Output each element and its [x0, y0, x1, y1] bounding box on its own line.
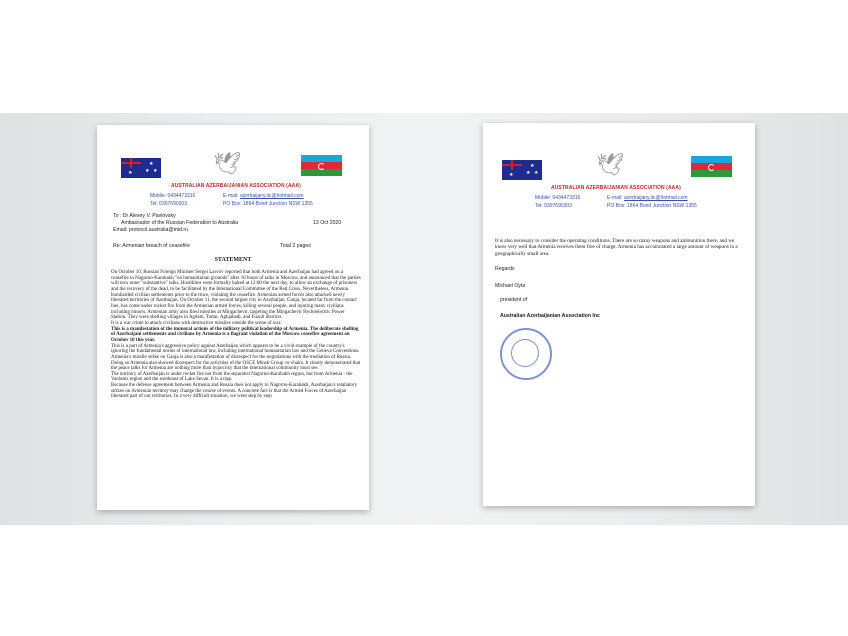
signatory-org: Australian Azerbaijanian Association Inc	[500, 313, 600, 319]
recipient: To : Dr Alexey V. Pavlovsky	[113, 213, 176, 219]
letter-date: 13 Oct 2020	[313, 220, 342, 226]
closing-paragraph: It is also necessary to consider the operating conditions. There are so many weapons and ammunition there, and we know very well that Armenia receives them free of charge. Armenia has accumulated a large amount of weapons in a geographically small area.	[495, 238, 738, 257]
contact-block: Mobile: 0434473316 Tel: 0397690303	[150, 193, 196, 207]
subject-line: Re: Armenian breach of ceasefire	[113, 243, 190, 249]
regards: Regards	[495, 266, 515, 272]
azerbaijan-flag-icon	[691, 156, 732, 177]
paragraph: It is a war crime to attack civilians with destructive missiles outside the scene of war.	[111, 320, 282, 326]
paragraph: On October 10, Russian Foreign Minister Sergei Lavrov reported that both Armenia and Azerbaijan had agreed on a ceasefire in Nagorno-Karabakh "on humanitarian grounds" after 10 hours of talks in Moscow, and announced that the parties will now enter "substantive" talks. Hostilities were formally halted at 12:00 the next day, to allow an exchange of prisoners and the recovery of the dead, to be facilitated by the International Committee of the Red Cross. Nevertheless, Armenia bombarded civilian settlements prior to the truce, violating the ceasefire. Armenian armed forces also attacked newly liberated territories of Azerbaijan. On October 11, the second largest city in Azerbaijan, Ganja, located far from the contact line, has come under rocket fire from the Armenian armed forces, killing several people, and injuring many civilians including minors. Armenian army also fired missiles at Mingachevir, targeting the Mingachevir Hydroelectric Power Station. They were shelling villages in Agdam, Tartar, Aghjabadi, and Fuzuli districts.	[111, 270, 361, 321]
signatory-name: Michael Oyta	[495, 283, 526, 289]
statement-heading: STATEMENT	[214, 257, 252, 263]
contact-block-right: E-mail: azerbaijany.itc@hotmail.com PO Box: 1864 Bond Junction NSW 1355	[607, 195, 697, 209]
paragraph: Armenia's missile strike on Ganja is also a manifestation of disrespect for the negotiations with the mediation of Russia. Doing so Armenia also showed disrespect for the activities of the OSCE Minsk Group co-chairs. It clearly demonstrated that the peace talks for Armenia are nothing more than hypocrisy that the international community must see.	[111, 354, 361, 372]
statement-body	[111, 270, 361, 400]
contact-block: Mobile: 0434473316 Tel: 0397690303	[535, 195, 581, 209]
page-count: Total 2 pages	[280, 243, 311, 249]
email-link[interactable]: azerbaijany.itc@hotmail.com	[623, 195, 688, 201]
recipient-role: Ambassador of the Russian Federation to Australia	[121, 220, 239, 226]
australia-flag-icon: ★ ★ ★ ★	[121, 158, 161, 178]
paragraph: The territory of Azerbaijan is under rocket fire not from the separatist Nagorno-Karabakh region, but from Armenia - the Vardenis region and the southeast of Lake Sevan. It is a trap.	[111, 371, 353, 383]
paragraph: This is a part of Armenia's aggressive policy against Azerbaijan which appears to be a vivid example of the country's ignoring the fundamental norms of international law, including international humanitarian law and the Geneva Conventions.	[111, 343, 360, 355]
org-name: AUSTRALIAN AZERBAIJANIAN ASSOCIATION (AAA)	[171, 183, 301, 189]
recipient-email: Email: protocol.australia@mid.ru	[113, 227, 189, 233]
org-name: AUSTRALIAN AZERBAIJANIAN ASSOCIATION (AAA)	[551, 185, 681, 191]
australia-flag-icon: ★ ★ ★ ★	[502, 160, 542, 180]
letter-page-2	[483, 123, 755, 506]
association-seal-icon	[500, 328, 552, 380]
letter-page-1	[97, 125, 369, 510]
azerbaijan-flag-icon	[301, 155, 342, 176]
paragraph: Because the defense agreement between Armenia and Russia does not apply to Nagorno-Karabakh, Azerbaijan's retaliatory strikes on Armenian territory may change the course of events. A concrete fact is that the Armed Forces of Azerbaijan liberated part of our territories. In a very difficult situation, we went step by step	[111, 383, 358, 400]
email-link[interactable]: azerbaijany.itc@hotmail.com	[239, 193, 304, 199]
bold-paragraph: This is a manifestation of the immoral actions of the military political leadership of Armenia. The deliberate shelling of Azerbaijani settlements and civilians by Armenia is a flagrant violation of the Moscow ceasefire agreement on October 10 this year.	[111, 326, 359, 343]
dove-logo-icon: 🕊	[213, 152, 241, 177]
contact-block-right: E-mail: azerbaijany.itc@hotmail.com PO Box: 1864 Bond Junction NSW 1355	[223, 193, 313, 207]
dove-logo-icon: 🕊	[596, 153, 624, 178]
signatory-title: president of	[500, 297, 528, 303]
